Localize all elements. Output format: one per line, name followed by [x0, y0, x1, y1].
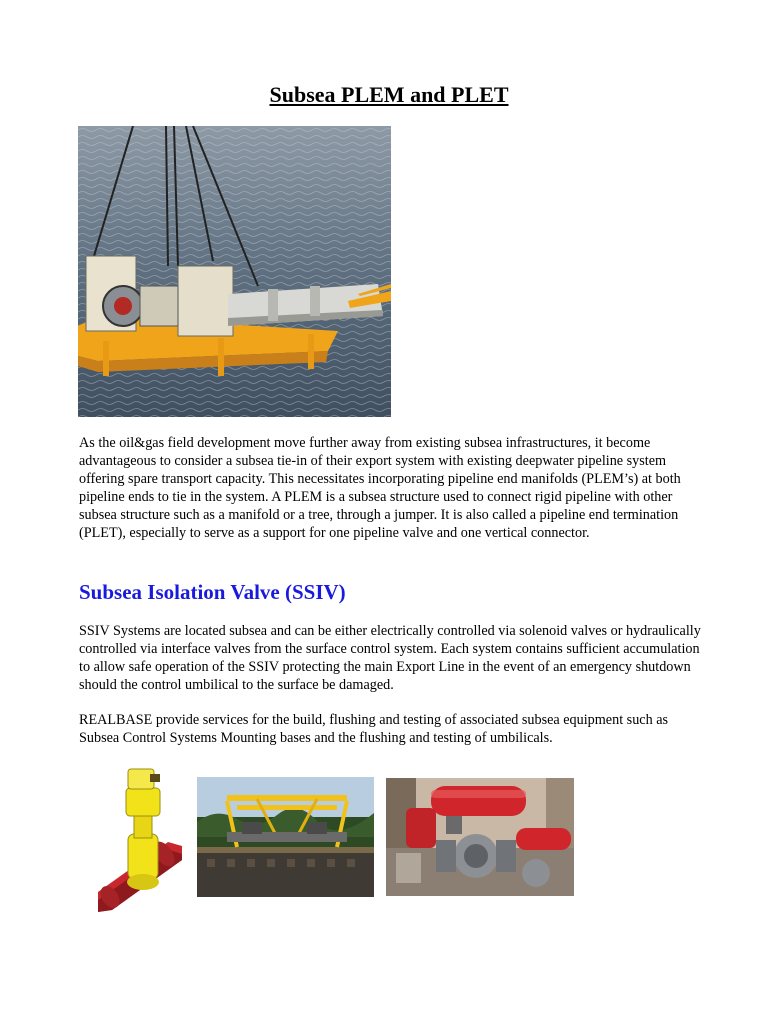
- plem-photo: [78, 126, 391, 417]
- page-title: Subsea PLEM and PLET: [269, 82, 509, 107]
- ssiv-paragraph: SSIV Systems are located subsea and can be either electrically controlled via solenoid valves or hydraulically controlled via interface valves from the surface control system. Each system contains sufficient accumulation to allow safe operation of the SSIV protecting the main Export Line in the event of an emergency shutdown should the control umbilical to the surface be damaged.: [79, 623, 701, 693]
- ssiv-valves-photo: [386, 778, 574, 896]
- ssiv-valve-illustration: [98, 764, 182, 912]
- mounting-base-photo: [197, 777, 374, 897]
- intro-paragraph: As the oil&gas field development move further away from existing subsea infrastructures, it become advantageous to consider a subsea tie-in of their export system with existing deepwater pipeline system offering spare transport capacity. This necessitates incorporating pipeline end manifolds (PLEM’s) at both pipeline ends to tie in the system. A PLEM is a subsea structure used to connect rigid pipeline with other subsea structure such as a manifold or a tree, through a jumper. It is also called a pipeline end termination (PLET), especially to serve as a support for one pipeline valve and one vertical connector.: [79, 435, 681, 541]
- realbase-paragraph: REALBASE provide services for the build, flushing and testing of associated subsea equipment such as Subsea Control Systems Mounting bases and the flushing and testing of umbilicals.: [79, 712, 669, 746]
- section-heading-ssiv: Subsea Isolation Valve (SSIV): [79, 580, 346, 604]
